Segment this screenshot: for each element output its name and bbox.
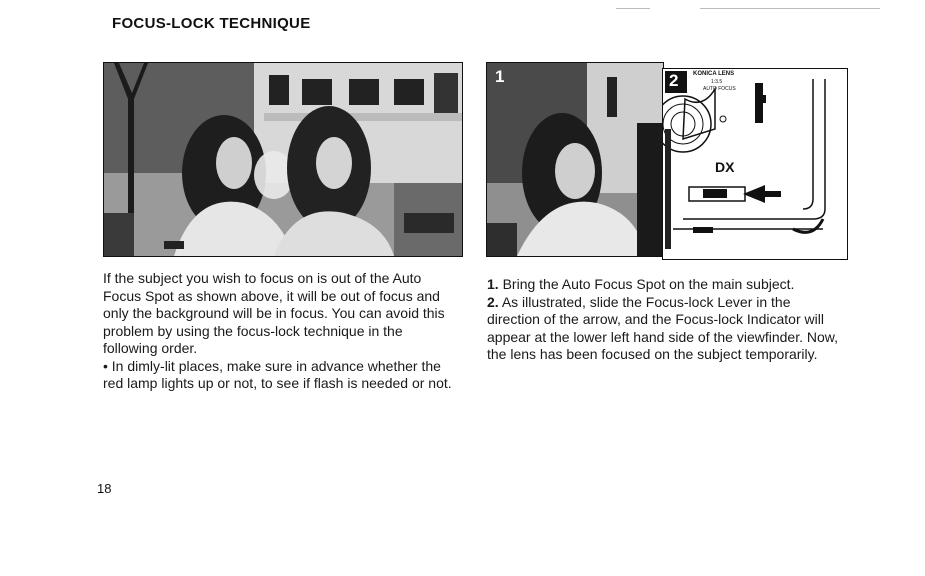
camera-illustration [662,68,848,260]
page-number: 18 [97,481,112,496]
step-1-number: 1. [487,276,499,292]
out-of-focus-photo-art [104,63,462,256]
figure-2-label: 2 [669,71,679,90]
left-column-text [103,270,455,393]
figure-1-label: 1 [495,67,505,86]
lens-spec-text: 1:3.5 [711,79,723,85]
header-rule-short [616,8,650,9]
dx-mark-text: DX [715,159,735,175]
step-2 [487,294,839,364]
step-1-text: Bring the Auto Focus Spot on the main subject. [502,276,795,292]
header-rule-long [700,8,880,9]
step-1 [487,276,839,294]
out-of-focus-photo [103,62,463,257]
focus-spot-photo-art [487,63,663,256]
step-2-text: As illustrated, slide the Focus-lock Lever in the direction of the arrow, and the Focus-lock Indicator will appear at the lower left hand side of the viewfinder. Now, the lens has been focused on the subject temporarily. [487,293,838,362]
dim-light-bullet: • In dimly-lit places, make sure in advance whether the red lamp lights up or not, to see if flash is needed or not. [103,357,452,391]
focus-spot-photo [486,62,664,257]
right-column-text [487,276,839,364]
page-title: FOCUS-LOCK TECHNIQUE [112,15,311,32]
step-2-number: 2. [487,293,499,310]
auto-focus-text: AUTO FOCUS [703,86,736,92]
camera-illustration-art [663,69,847,259]
intro-paragraph: If the subject you wish to focus on is out of the Auto Focus Spot as shown above, it will be out of focus and only the background will be in focus. You can avoid this problem by using the focus-lock technique in the following order. [103,270,445,356]
lens-brand-text: KONICA LENS [693,71,735,77]
